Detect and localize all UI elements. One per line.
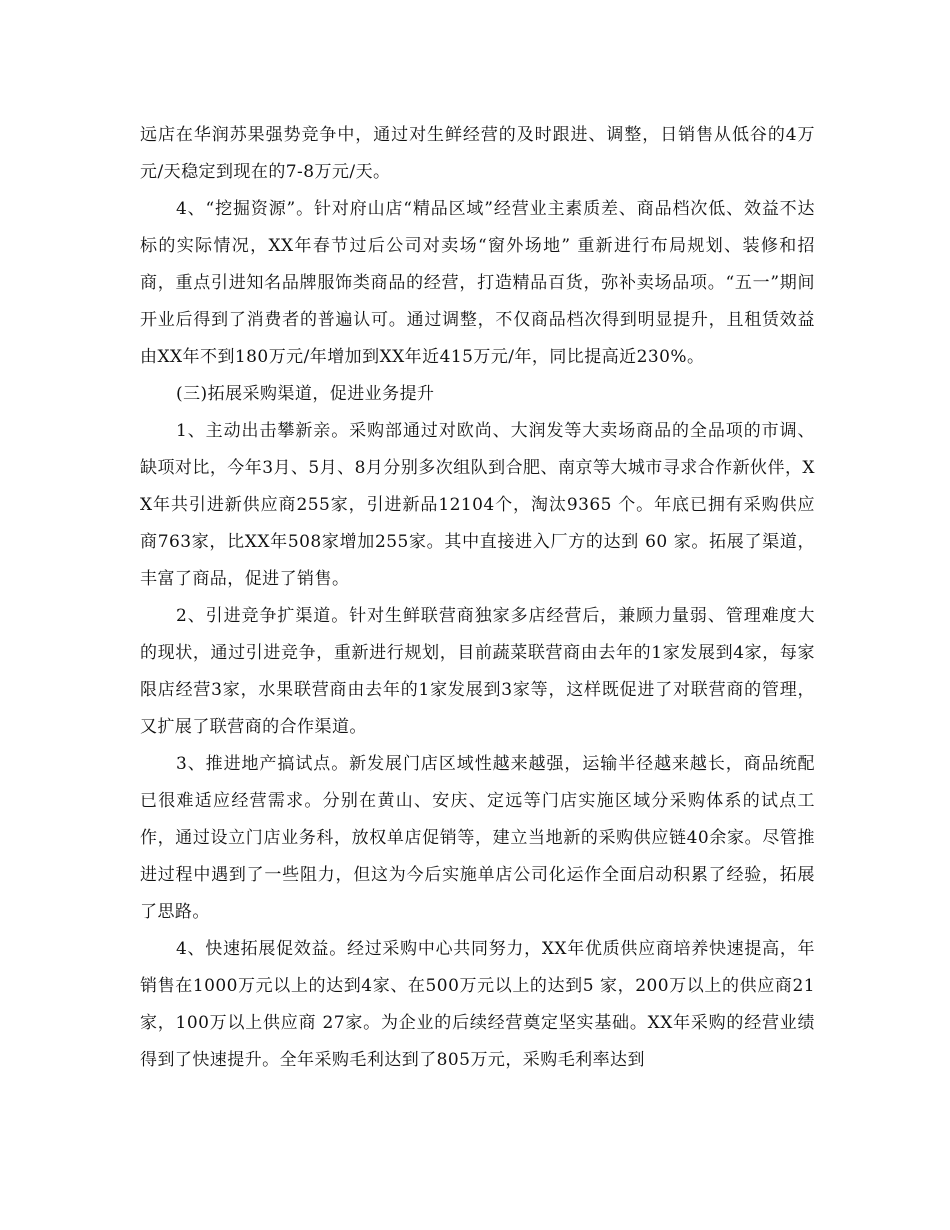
section-heading-3: (三)拓展采购渠道，促进业务提升 [176, 384, 435, 404]
document-body [140, 117, 815, 1079]
paragraph-item-4-resources: 4、“挖掘资源”。针对府山店“精品区域”经营业主素质差、商品档次低、效益不达标的实际情况，XX年春节过后公司对卖场“窗外场地” 重新进行布局规划、装修和招商，重点引进知名品牌服饰类商品的经营，打造精品百货，弥补卖场品项。“五一”期间开业后得到了消费者的普遍认可。通过调整，不仅商品档次得到明显提升，且租赁效益由XX年不到180万元/年增加到XX年近415万元/年，同比提高近230%。 [140, 199, 815, 367]
paragraph-item-2-competition: 2、引进竞争扩渠道。针对生鲜联营商独家多店经营后，兼顾力量弱、管理难度大的现状，通过引进竞争，重新进行规划，目前蔬菜联营商由去年的1家发展到4家，每家限店经营3家，水果联营商由去年的1家发展到3家等，这样既促进了对联营商的管理，又扩展了联营商的合作渠道。 [140, 606, 815, 737]
paragraph-continuation: 远店在华润苏果强势竞争中，通过对生鲜经营的及时跟进、调整，日销售从低谷的4万元/天稳定到现在的7-8万元/天。 [140, 125, 815, 182]
paragraph-item-1-new-suppliers: 1、主动出击攀新亲。采购部通过对欧尚、大润发等大卖场商品的全品项的市调、缺项对比，今年3月、5月、8月分别多次组队到合肥、南京等大城市寻求合作新伙伴，XX年共引进新供应商255家，引进新品12104个，淘汰9365 个。年底已拥有采购供应商763家，比XX年508家增加255家。其中直接进入厂方的达到 60 家。拓展了渠道，丰富了商品，促进了销售。 [140, 421, 815, 589]
paragraph-item-4-efficiency: 4、快速拓展促效益。经过采购中心共同努力，XX年优质供应商培养快速提高，年销售在1000万元以上的达到4家、在500万元以上的达到5 家，200万以上的供应商21家，100万以上供应商 27家。为企业的后续经营奠定坚实基础。XX年采购的经营业绩得到了快速提升。全年采购毛利达到了805万元，采购毛利率达到 [140, 939, 815, 1070]
paragraph-item-3-local-pilot: 3、推进地产搞试点。新发展门店区域性越来越强，运输半径越来越长，商品统配已很难适应经营需求。分别在黄山、安庆、定远等门店实施区域分采购体系的试点工作，通过设立门店业务科，放权单店促销等，建立当地新的采购供应链40余家。尽管推进过程中遇到了一些阻力，但这为今后实施单店公司化运作全面启动积累了经验，拓展了思路。 [140, 754, 815, 922]
